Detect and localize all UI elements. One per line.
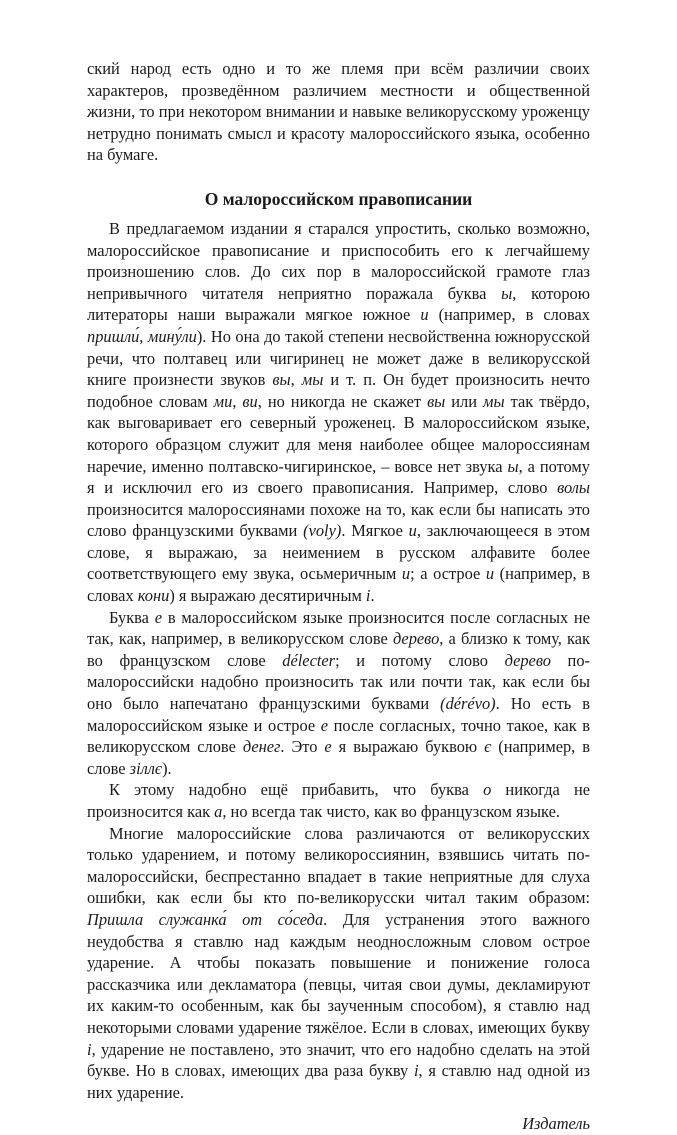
text-run: ; а острое — [410, 564, 486, 584]
italic-run: вы — [427, 391, 446, 411]
text-run: Буква — [109, 607, 155, 627]
italic-run: і — [413, 1061, 419, 1081]
italic-run: кони — [137, 586, 170, 606]
italic-run: мы — [301, 370, 324, 390]
page-content — [87, 58, 590, 1135]
italic-run: ми — [213, 391, 233, 411]
text-run: , но всегда так чисто, как во французском языке. — [222, 802, 560, 821]
italic-run: і — [87, 1039, 92, 1059]
text-run: , заключающееся в этом слове, я выражаю, за неимением в русском алфавите более соответствующего ему звука, осьмеричным — [87, 521, 590, 584]
text-run: , — [290, 370, 302, 390]
text-run: (например, в словах — [87, 564, 590, 606]
paragraph-4 — [87, 823, 590, 1104]
text-run: , ударение не поставлено, это значит, что его надобно сделать на этой букве. Но в словах, имеющих два раза букву — [87, 1039, 590, 1081]
section-heading: О малороссийском правописании — [204, 188, 473, 209]
text-run: , а близко к тому, как во французском слове — [87, 629, 590, 670]
text-run: так твёрдо, как выговаривает его северный уроженец. В малороссийском языке, которого образцом служит для меня наиболее общее малороссиянам наречие, именно полтавско-чигиринское, – вовсе нет звука — [87, 391, 590, 476]
italic-run: ы — [507, 456, 519, 476]
text-run: (например, в словах — [428, 305, 590, 325]
italic-run: а — [214, 802, 223, 821]
italic-run: денег — [242, 737, 281, 757]
text-run: . Для устранения этого важного неудобства я ставлю над каждым неодносложным словом острое ударение. А чтобы показать повышение и понижение голоса рассказчика или декламатора (певцы, читая свои думы, декламируют их каким-то особенным, как бы заученным способом), я ставлю над некоторыми словами ударение тяжёлое. Если в словах, имеющих букву — [87, 909, 590, 1037]
italic-run: ви — [242, 391, 258, 411]
italic-run: е — [154, 607, 163, 627]
italic-run: є — [484, 737, 492, 757]
text-run: ). — [162, 758, 172, 778]
text-run: . Мягкое — [341, 521, 409, 541]
italic-run: пришли́, мину́ли — [87, 326, 197, 346]
text-run: . Но есть в малороссийском языке и острое — [87, 694, 590, 735]
italic-run: е — [320, 715, 329, 735]
italic-run: вы — [272, 370, 291, 390]
text-run: и т. п. Он будет произносить нечто подобное словам — [87, 370, 590, 411]
text-run: , а потому я и исключил его из своего правописания. Например, слово — [87, 456, 590, 498]
text-run: ; и потому слово — [335, 650, 505, 670]
signature: Издатель — [522, 1114, 590, 1134]
italic-run: е — [324, 737, 332, 757]
text-run: ). Но она до такой степени несвойственна южнорусской речи, что полтавец или чигиринец не может даже в великорусской книге произнести звуков — [87, 326, 590, 390]
text-run: я выражаю буквою — [331, 737, 485, 757]
intro-paragraph: ский народ есть одно и то же племя при всём различии своих характеров, прозведённом различием местности и общественной жизни, то при некотором внимании и навыке великорусскому уроженцу нетрудно понимать смысл и красоту малороссийского языка, особенно на бумаге. — [87, 59, 590, 165]
italic-run: и — [401, 564, 411, 584]
italic-run: і — [365, 586, 371, 606]
section-body — [87, 218, 590, 1103]
text-run: которою литераторы наши выражали мягкое южное — [87, 283, 590, 325]
text-run: произносится малороссиянами похоже на то, как если бы написать это слово французскими буквами — [87, 499, 590, 541]
italic-run: дерево — [504, 650, 551, 670]
italic-run: волы — [557, 478, 590, 498]
text-run: . Это — [280, 737, 325, 757]
italic-run: Пришла служанка́ от со́седа — [87, 909, 324, 929]
text-run: Многие малороссийские слова различаются от великорусских только ударением, и потому великороссиянин, взявшись читать по-малороссийски, беспрестанно впадает в такие неприятные для слуха ошибки, как если бы кто по-великорусски читал таким образом: — [87, 823, 590, 908]
text-run: , я ставлю над одной из них ударение. — [87, 1061, 590, 1102]
italic-run: и — [485, 564, 495, 584]
text-run: никогда не произносится как — [87, 780, 590, 821]
italic-run: зіллє — [129, 758, 163, 778]
italic-run: о — [483, 780, 492, 800]
text-run: К этому надобно ещё прибавить, что буква — [109, 780, 484, 800]
paragraph-1 — [87, 218, 590, 607]
paragraph-2 — [87, 607, 590, 780]
text-run: после согласных, точно такое, как в великорусском слове — [87, 715, 591, 757]
italic-run: и — [420, 305, 429, 325]
italic-run: дерево — [392, 629, 440, 649]
italic-run: (dérévo) — [440, 694, 496, 714]
text-run: . — [370, 586, 375, 606]
paragraph-3 — [87, 779, 590, 822]
text-run: по-малороссийски надобно произносить так или почти так, как если бы оно было напечатано французскими буквами — [87, 650, 590, 714]
text-run: в малороссийском языке произносится после согласных не так, как, например, в великорусском слове — [87, 607, 590, 649]
italic-run: ы, — [501, 283, 517, 303]
text-run: или — [445, 391, 484, 411]
text-run: , но никогда не скажет — [257, 391, 428, 411]
italic-run: и — [408, 521, 417, 541]
text-run: , — [232, 391, 243, 411]
italic-run: (voly) — [303, 521, 342, 541]
text-run: ) я выражаю десятиричным — [169, 586, 366, 606]
italic-run: мы — [483, 391, 505, 411]
italic-run: délecter — [282, 650, 336, 670]
text-run: В предлагаемом издании я старался упростить, сколько возможно, малороссийское правописание и приспособить его к легчайшему произношению слов. До сих пор в малороссийской грамоте глаз непривычного читателя неприятно поражала буква — [87, 218, 590, 303]
text-run: (например, в слове — [87, 737, 590, 778]
